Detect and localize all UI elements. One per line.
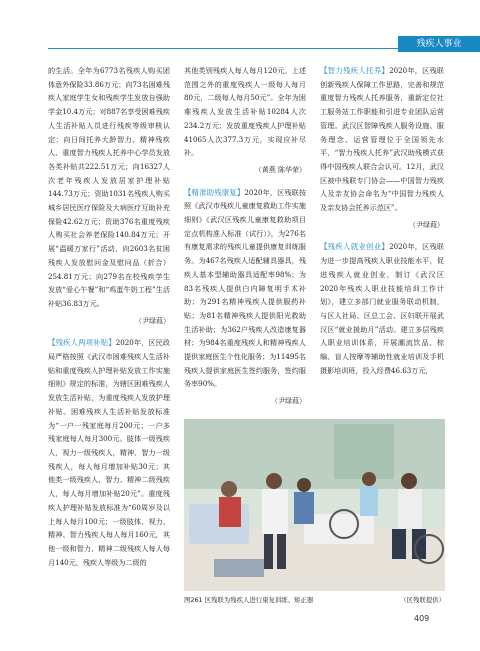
rehab-training-photo bbox=[184, 419, 445, 591]
running-header bbox=[0, 36, 480, 52]
caption-text: 图261 区残联为残疾人进行康复训练、矫正器 bbox=[184, 596, 314, 604]
photo-credit: （区残联提供） bbox=[400, 596, 445, 604]
author-signature: （尹绿葭） bbox=[409, 220, 444, 229]
section-paragraph bbox=[48, 336, 170, 569]
paragraph-text: 2020年，区残联创新残疾人保障工作思路，完善和规范重度智力残疾人托养服务，重新定位社工服务站工作职能和引进专业团队运营管理。武汉区智障残疾人服务设施、服务理念、运营管理位于全国领先水平，“智力残疾人托养”武汉助残模式获得中国残疾人联合会认可。12月，武汉区被中残联专门协会——中国智力残疾人及亲友协会命名为“中国智力残疾人及亲友协会托养示范区”。 bbox=[320, 66, 444, 213]
author-signature: （尹绿葭） bbox=[271, 397, 306, 406]
paragraph: 其他类别残疾人每人每月120元。上述范围之外的重度残疾人一级每人每月80元，二级每人每月50元”。全年为困难残疾人发放生活补贴10284人次234.2万元；发放重度残疾人护理补贴41065人次377.3万元，实现应补尽补。 bbox=[184, 66, 306, 158]
author-signature: （黄燕 陈华荣） bbox=[254, 165, 306, 174]
section-paragraph bbox=[320, 240, 444, 377]
paragraph-text: 2020年，区民政局严格按照《武汉市困难残疾人生活补贴和重度残疾人护理补贴发放工作实施细则》规定的标准，为辖区困难残疾人发放生活补贴，为重度残疾人发放护理补贴。困难残疾人生活补贴发放标准为“一户一残家庭每月200元；一户多残家庭每人每月300元。肢体一级残疾人，视力一级残疾人，精神、智力一级残疾人，每人每月增加补贴30元；其他类一级残疾人，智力、精神二级残疾人，每人每月增加补贴20元”。重度残疾人护理补贴发放标准为“60周岁及以上每人每月100元；一级肢体、视力、精神、智力残疾人每人每月160元，其他一级和智力、精神二级残疾人每人每月140元，残疾人等级为二级的 bbox=[48, 338, 170, 567]
section-paragraph bbox=[184, 186, 306, 392]
section-title: 【智力残疾人托养】 bbox=[320, 66, 390, 75]
section-title: 【残疾人两项补贴】 bbox=[48, 338, 116, 348]
section-title: 【残疾人就业创业】 bbox=[320, 242, 390, 252]
column-2 bbox=[184, 64, 306, 417]
section-tab: 残疾人事业 bbox=[398, 36, 480, 52]
column-1 bbox=[48, 64, 170, 569]
paragraph-text: 2020年，区残联按照《武汉市残疾儿童康复救助工作实施细则》《武汉区残疾儿童康复救助项目定点机构准入标准（试行）》，为276名有康复需求的残疾儿童提供康复训练服务。为467名残疾人适配辅具器具，残疾人基本型辅助器具适配率98%；为83名残疾人提供白内障复明手术补助；为291名精神残疾人提供服药补贴；为81名精神残疾人提供阳光救助生活补助；为362户残疾人改造康复器材；为984名重度残疾人和精神残疾人提供家庭医生个性化服务；为11495名残疾人提供家庭医生签约服务，签约服务率90%。 bbox=[184, 187, 306, 389]
column-3 bbox=[320, 64, 444, 377]
section-paragraph bbox=[320, 64, 444, 215]
author-signature: （尹绿葭） bbox=[135, 316, 170, 325]
page-number: 409 bbox=[414, 614, 430, 623]
paragraph: 的生活。全年为6773名残疾人购买团体意外保险33.86万元；向73名困难残疾人家庭学生女和残疾学生发放自强助学金10.4万元；对887名享受困难残疾人生活补贴人员进行残疾等级审核认定；向日间托养大龄智力、精神残疾人、重度智力残疾人托养中心学员发放各类补贴共222.51万元；向16327人次老年残疾人发放居家护理补贴144.73万元；资助1031名残疾人购买城乡居民医疗保险及大病医疗互助补充保险42.62万元；资助376名重度残疾人购买社会养老保险140.84万元；开展“温暖万家行”活动，向2603名贫困残疾人发放慰问金及慰问品（折合）254.81万元；向279名在校残疾学生发放“爱心午餐”和“鸡蛋牛奶工程”生活补贴36.83万元。 bbox=[48, 66, 170, 308]
section-title: 【精准助残康复】 bbox=[184, 187, 245, 197]
paragraph-text: 2020年，区残联为进一步提高残疾人职业技能水平，促进残疾人就业创业，制订《武汉区2020年残疾人职业技能培训工作计划》，建立多部门就业服务联动机制，与区人社局、区总工会、区妇联开展武汉区“就业援助月”活动。建立多层残疾人职业培训体系，开展潮流饮品、棕编、盲人按摩等辅助性就业培训及手机摄影培训班，投入经费46.63万元， bbox=[320, 242, 444, 375]
figure-caption bbox=[184, 593, 445, 607]
